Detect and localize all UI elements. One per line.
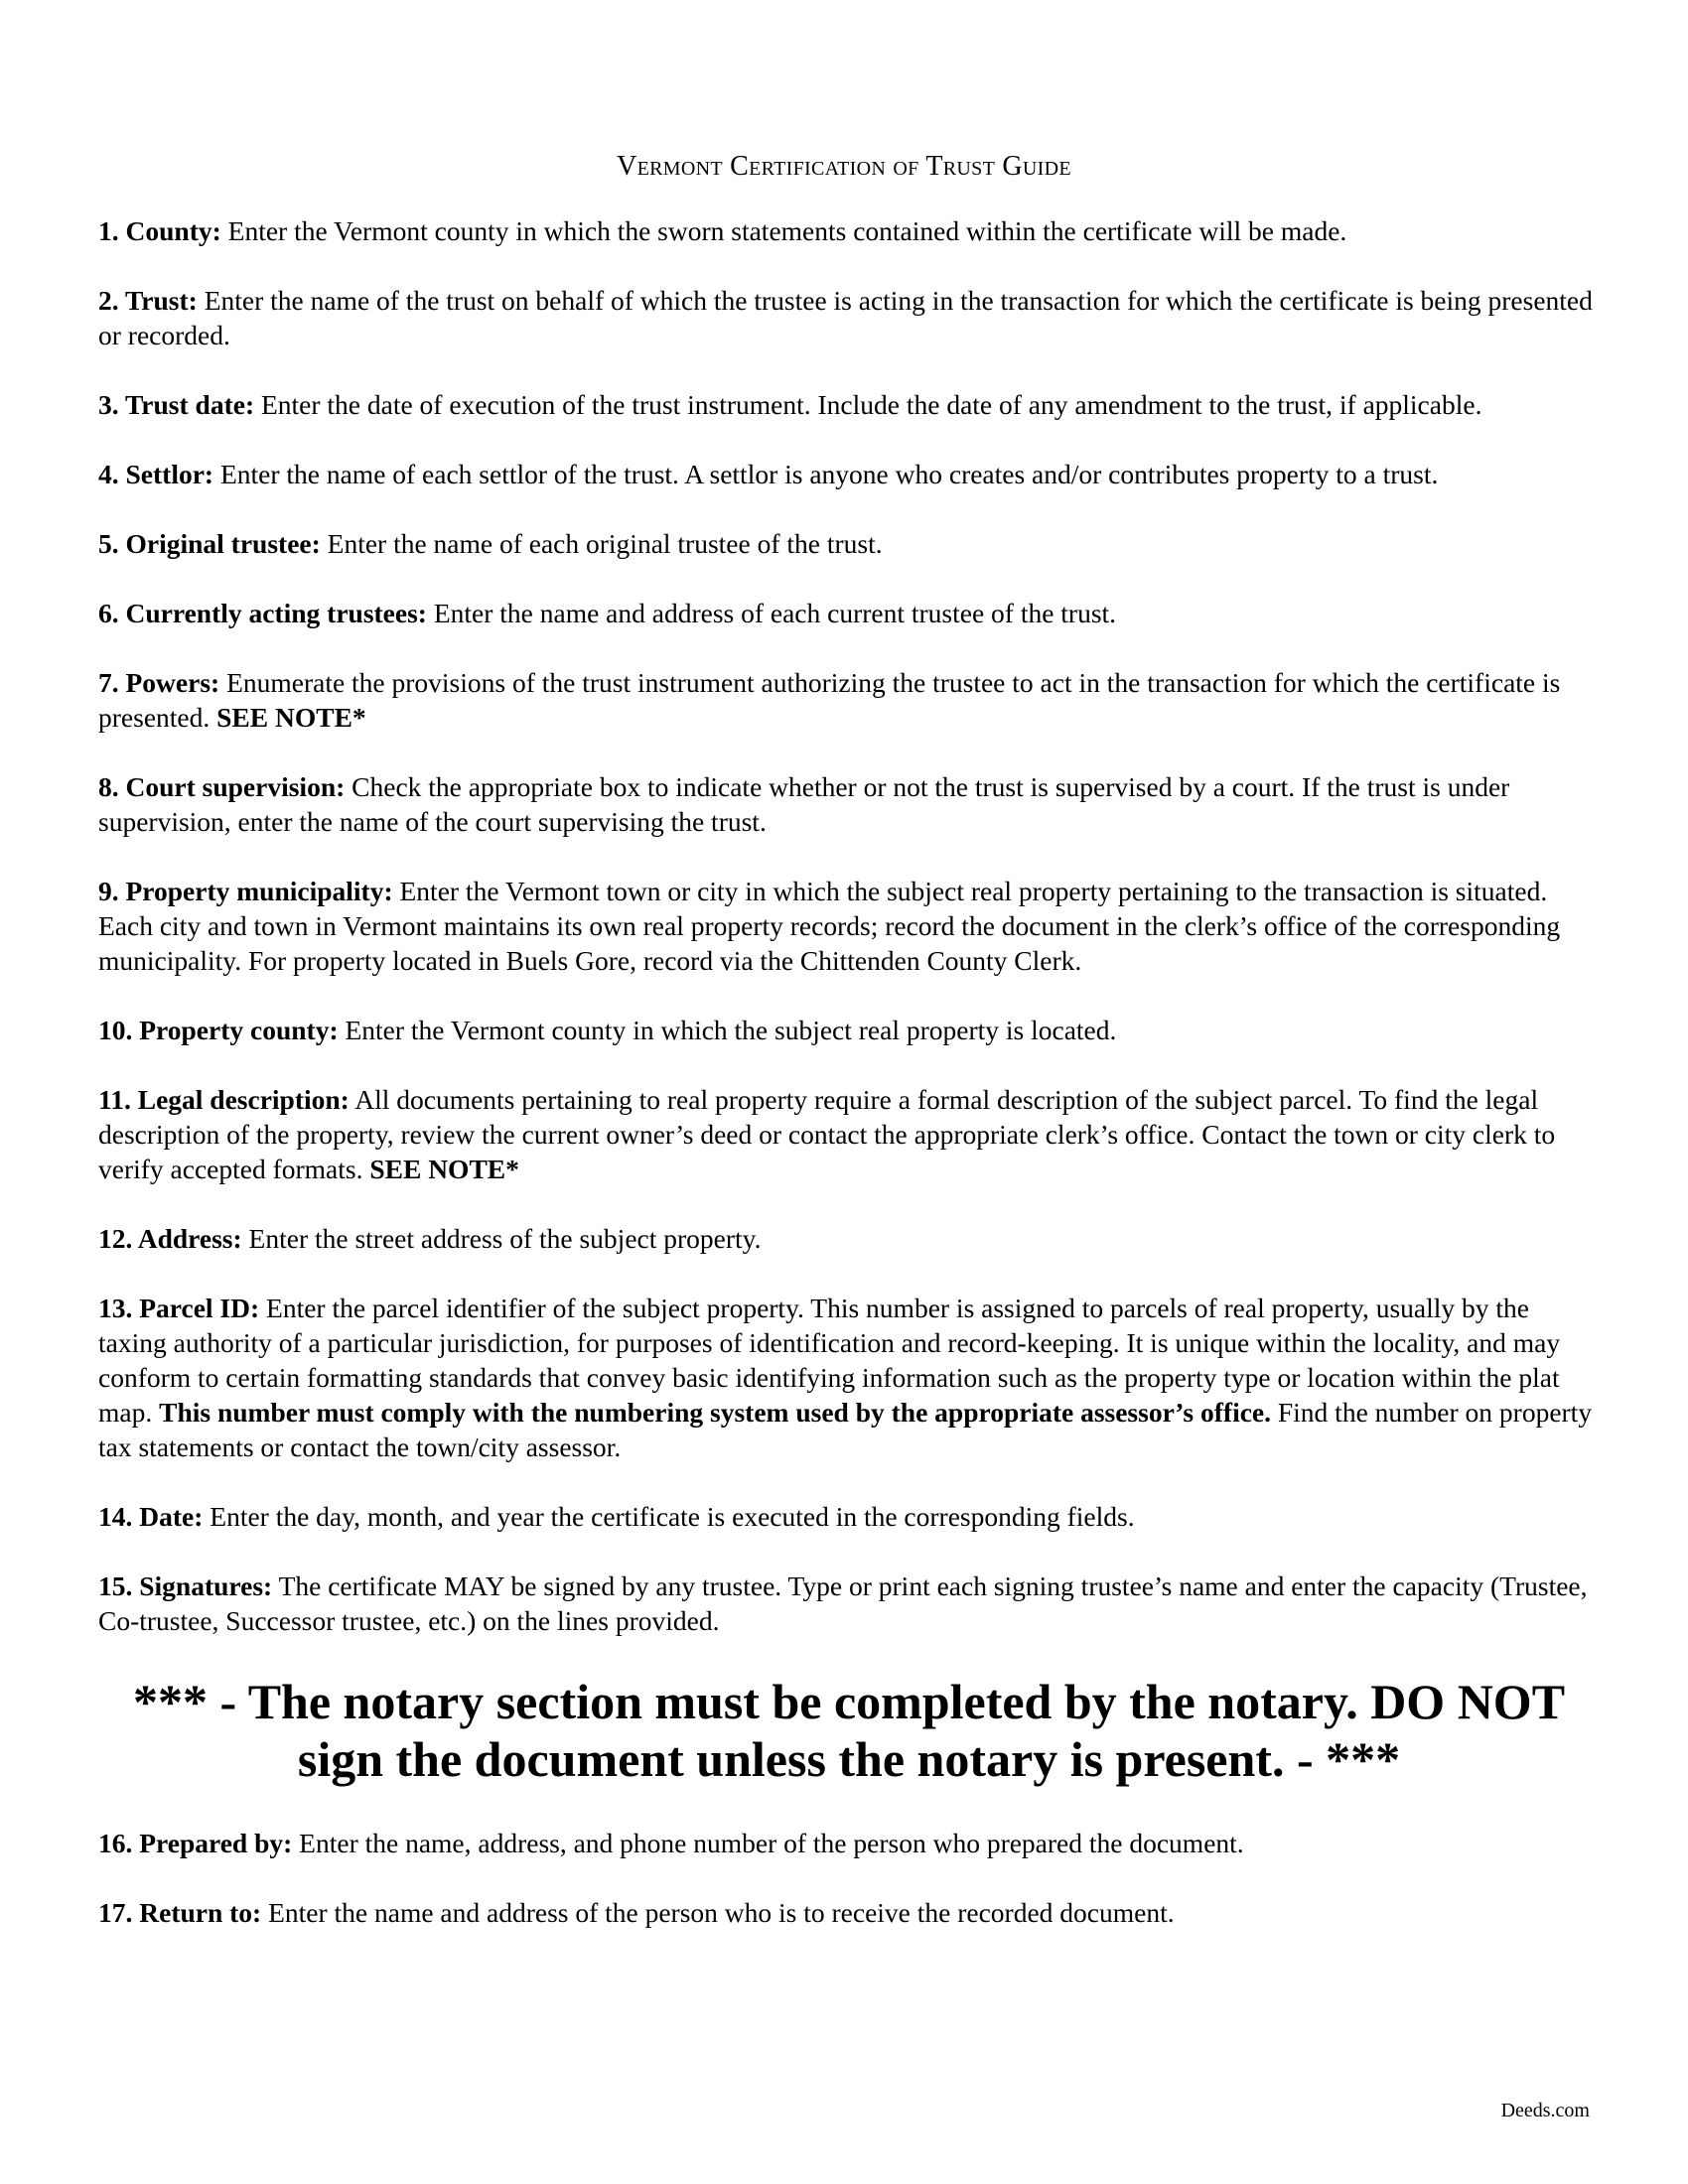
see-note: SEE NOTE* (369, 1154, 519, 1184)
guide-item-property-municipality (98, 874, 1600, 978)
item-text-tail: Find the number on property tax statements or contact the town/city assessor. (98, 1397, 1593, 1462)
item-label: 4. Settlor: (98, 459, 214, 489)
item-text: Enter the street address of the subject property. (241, 1223, 762, 1254)
item-label: 17. Return to: (98, 1897, 262, 1928)
item-label: 7. Powers: (98, 667, 220, 698)
guide-item-legal-description (98, 1082, 1600, 1186)
item-label: 14. Date: (98, 1501, 204, 1532)
item-text: Enter the name and address of each current trustee of the trust. (426, 598, 1117, 628)
guide-body (98, 213, 1600, 1965)
item-text: Enter the name of the trust on behalf of which the trustee is acting in the transaction for which the certificate is being presented or recorded. (98, 285, 1593, 350)
guide-item-county (98, 213, 1600, 248)
item-text: Enter the name of each settlor of the trust. A settlor is anyone who creates and/or contributes property to a trust. (213, 459, 1439, 489)
see-note: SEE NOTE* (216, 702, 366, 733)
guide-item-trust (98, 283, 1600, 352)
guide-item-powers (98, 665, 1600, 735)
item-text: All documents pertaining to real property require a formal description of the subject parcel. To find the legal description of the property, review the current owner’s deed or contact the appropriate clerk’s office. Contact the town or city clerk to verify accepted formats. (98, 1084, 1556, 1184)
item-text: The certificate MAY be signed by any trustee. Type or print each signing trustee’s name and enter the capacity (Trustee, Co-trustee, Successor trustee, etc.) on the lines provided. (98, 1570, 1588, 1636)
item-label: 8. Court supervision: (98, 771, 346, 802)
item-label: 1. County: (98, 215, 221, 246)
item-label: 9. Property municipality: (98, 876, 393, 906)
guide-item-original-trustee (98, 526, 1600, 561)
item-text: Enter the Vermont county in which the subject real property is located. (338, 1015, 1117, 1045)
notary-notice: *** - The notary section must be completed by the notary. DO NOT sign the document unless the notary is present. - *** (132, 1674, 1566, 1787)
item-text: Check the appropriate box to indicate whether or not the trust is supervised by a court. If the trust is under supervision, enter the name of the court supervising the trust. (98, 771, 1510, 837)
item-label: 13. Parcel ID: (98, 1293, 260, 1323)
guide-item-settlor (98, 457, 1600, 491)
guide-item-prepared-by (98, 1826, 1600, 1860)
item-label: 6. Currently acting trustees: (98, 598, 427, 628)
guide-item-date (98, 1499, 1600, 1534)
guide-item-property-county (98, 1013, 1600, 1047)
guide-item-signatures (98, 1569, 1600, 1638)
item-text: Enter the date of execution of the trust instrument. Include the date of any amendment to the trust, if applicable. (254, 389, 1482, 420)
item-text: Enter the name and address of the person who is to receive the recorded document. (261, 1897, 1175, 1928)
guide-item-court-supervision (98, 769, 1600, 839)
item-label: 11. Legal description: (98, 1084, 350, 1115)
item-text: Enter the name of each original trustee of the trust. (320, 528, 883, 559)
document-title: Vermont Certification of Trust Guide (617, 151, 1071, 182)
footer-brand: Deeds.com (1500, 2100, 1590, 2121)
guide-item-address (98, 1221, 1600, 1256)
item-text: Enter the parcel identifier of the subject property. This number is assigned to parcels of real property, usually by the taxing authority of a particular jurisdiction, for purposes of identification and record-keeping. It is unique within the locality, and may conform to certain formatting standards that convey basic identifying information such as the property type or location within the plat map. (98, 1293, 1561, 1428)
guide-item-return-to (98, 1895, 1600, 1930)
item-text: Enumerate the provisions of the trust instrument authorizing the trustee to act in the transaction for which the certificate is presented. (98, 667, 1561, 733)
item-text: Enter the Vermont town or city in which the subject real property pertaining to the transaction is situated. Each city and town in Vermont maintains its own real property records; record the document in the clerk’s office of the corresponding municipality. For property located in Buels Gore, record via the Chittenden County Clerk. (98, 876, 1561, 976)
item-label: 5. Original trustee: (98, 528, 321, 559)
guide-item-parcel-id (98, 1291, 1600, 1464)
item-text: Enter the Vermont county in which the sworn statements contained within the certificate will be made. (220, 215, 1347, 246)
guide-item-trust-date (98, 387, 1600, 422)
item-label: 12. Address: (98, 1223, 242, 1254)
parcel-id-requirement: This number must comply with the numbering system used by the appropriate assessor’s office. (159, 1397, 1271, 1428)
item-label: 16. Prepared by: (98, 1828, 293, 1858)
item-label: 2. Trust: (98, 285, 198, 316)
item-label: 15. Signatures: (98, 1570, 273, 1601)
guide-item-current-trustees (98, 596, 1600, 630)
item-label: 10. Property county: (98, 1015, 339, 1045)
item-text: Enter the day, month, and year the certificate is executed in the corresponding fields. (203, 1501, 1135, 1532)
item-label: 3. Trust date: (98, 389, 255, 420)
item-text: Enter the name, address, and phone number of the person who prepared the document. (292, 1828, 1244, 1858)
